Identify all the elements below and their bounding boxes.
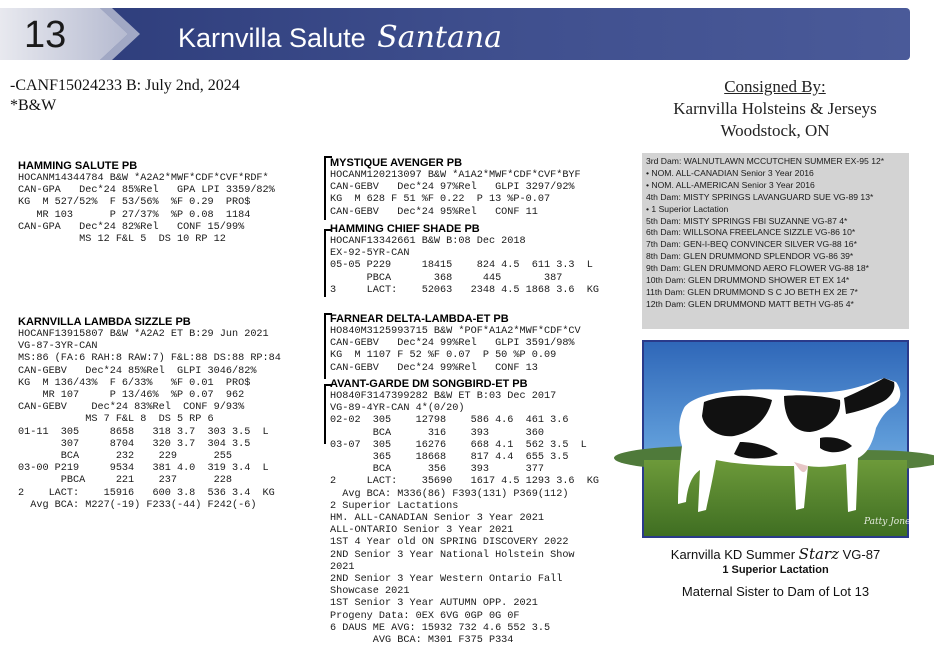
lot-number: 13 <box>24 14 67 56</box>
photo-caption-name-pre: Karnvilla KD Summer <box>670 547 796 562</box>
dam-details <box>18 329 281 512</box>
detail-line: CAN-GEBV Dec*24 85%Rel GLPI 3046/82% <box>18 365 257 377</box>
paternal-granddam-details <box>330 236 599 297</box>
detail-line: MS 12 F&L 5 DS 10 RP 12 <box>18 234 226 246</box>
detail-line: CAN-GEBV Dec*24 97%Rel GLPI 3297/92% <box>330 182 575 194</box>
paternal-granddam-block <box>330 223 599 297</box>
detail-line: 2ND Senior 3 Year National Holstein Show <box>330 549 575 561</box>
sire-block <box>18 160 275 246</box>
lot-identity <box>10 76 240 116</box>
detail-line: 05-05 P229 18415 824 4.5 611 3.3 L <box>330 260 593 272</box>
consigned-label: Consigned By: <box>724 77 826 96</box>
dam-name: KARNVILLA LAMBDA SIZZLE PB <box>18 316 191 328</box>
detail-line: ALL-ONTARIO Senior 3 Year 2021 <box>330 525 514 537</box>
maternal-granddam-details <box>330 391 599 647</box>
svg-text:Patty Jones: Patty Jones <box>864 517 915 527</box>
sire-name: HAMMING SALUTE PB <box>18 160 138 172</box>
detail-line: KG M 628 F 51 %F 0.22 P 13 %P-0.07 <box>330 194 551 206</box>
detail-line: CAN-GEBV Dec*24 99%Rel GLPI 3591/98% <box>330 338 575 350</box>
detail-line: MS 7 F&L 8 DS 5 RP 6 <box>18 414 214 426</box>
detail-line: 1ST Senior 3 Year AUTUMN OPP. 2021 <box>330 598 538 610</box>
pedigree-bracket-mid <box>324 229 326 297</box>
detail-line: Showcase 2021 <box>330 586 410 598</box>
photo-caption-lactation: 1 Superior Lactation <box>722 564 829 576</box>
detail-line: CAN-GPA Dec*24 82%Rel CONF 15/99% <box>18 221 245 233</box>
photo-caption-classification: VG-87 <box>842 547 881 562</box>
detail-line: HO840F3147399282 B&W ET B:03 Dec 2017 <box>330 391 557 402</box>
registration-line: -CANF15024233 B: July 2nd, 2024 <box>10 77 240 94</box>
detail-line: 02-02 305 12798 586 4.6 461 3.6 <box>330 415 569 427</box>
detail-line: 2 LACT: 35690 1617 4.5 1293 3.6 KG <box>330 476 599 488</box>
pedigree-bracket-mgd <box>324 384 326 444</box>
dam-lineage-line: 10th Dam: GLEN DRUMMOND SHOWER ET EX 14* <box>646 275 850 286</box>
dam-lineage-line: 11th Dam: GLEN DRUMMOND S C JO BETH EX 2E 7* <box>646 286 858 297</box>
detail-line: Avg BCA: M227(-19) F233(-44) F242(-6) <box>18 499 257 511</box>
detail-line: 2 Superior Lactations <box>330 500 459 512</box>
photo-caption-name-script: Starz <box>798 545 839 563</box>
detail-line: CAN-GPA Dec*24 85%Rel GPA LPI 3359/82% <box>18 185 275 197</box>
sire-details <box>18 173 275 246</box>
detail-line: KG M 1107 F 52 %F 0.07 P 50 %P 0.09 <box>330 350 557 362</box>
detail-line: 2 LACT: 15916 600 3.8 536 3.4 KG <box>18 487 275 499</box>
detail-line: BCA 356 393 377 <box>330 464 544 476</box>
detail-line: HOCANF13915807 B&W *A2A2 ET B:29 Jun 2021 <box>18 329 269 340</box>
dam-lineage-line: 12th Dam: GLEN DRUMMOND MATT BETH VG-85 4* <box>646 298 854 309</box>
photo-caption-relation: Maternal Sister to Dam of Lot 13 <box>681 584 870 599</box>
maternal-granddam-name: AVANT-GARDE DM SONGBIRD-ET PB <box>330 378 528 390</box>
maternal-grandsire-name: FARNEAR DELTA-LAMBDA-ET PB <box>330 313 509 325</box>
dam-block <box>18 316 281 512</box>
detail-line: VG-89-4YR-CAN 4*(0/20) <box>330 403 465 415</box>
cow-photo <box>642 340 915 538</box>
lot-title-script: Santana <box>377 20 503 55</box>
detail-line: 01-11 305 8658 318 3.7 303 3.5 L <box>18 426 269 438</box>
dam-lineage-line: 8th Dam: GLEN DRUMMOND SPLENDOR VG-86 39* <box>646 251 854 262</box>
detail-line: Avg BCA: M336(86) F393(131) P369(112) <box>330 488 569 500</box>
consignor-block <box>640 76 910 142</box>
dam-lineage-line: 9th Dam: GLEN DRUMMOND AERO FLOWER VG-88 18* <box>646 263 870 274</box>
dam-lineage-line: 3rd Dam: WALNUTLAWN MCCUTCHEN SUMMER EX-95 12* <box>646 156 885 166</box>
detail-line: 2021 <box>330 561 355 573</box>
detail-line: 03-07 305 16276 668 4.1 562 3.5 L <box>330 439 587 451</box>
detail-line: 365 18668 817 4.4 655 3.5 <box>330 452 569 464</box>
paternal-grandsire-details <box>330 170 581 219</box>
dam-lineage-line: • NOM. ALL-CANADIAN Senior 3 Year 2016 <box>646 167 814 178</box>
detail-line: CAN-GEBV Dec*24 95%Rel CONF 11 <box>330 206 538 218</box>
detail-line: HM. ALL-CANADIAN Senior 3 Year 2021 <box>330 513 544 525</box>
pedigree-bracket-mgs <box>324 313 326 379</box>
paternal-granddam-name: HAMMING CHIEF SHADE PB <box>330 223 480 235</box>
maternal-grandsire-block <box>330 313 581 375</box>
detail-line: 6 DAUS ME AVG: 15932 732 4.6 552 3.5 <box>330 622 551 634</box>
detail-line: 307 8704 320 3.7 304 3.5 <box>18 438 251 450</box>
photo-caption-name <box>642 545 909 563</box>
lot-title <box>178 20 502 55</box>
detail-line: MS:86 (FA:6 RAH:8 RAW:7) F&L:88 DS:88 RP:84 <box>18 353 281 365</box>
consignor-name: Karnvilla Holsteins & Jerseys <box>673 99 877 118</box>
detail-line: 3 LACT: 52063 2348 4.5 1868 3.6 KG <box>330 284 599 296</box>
detail-line: HOCANM120213097 B&W *A1A2*MWF*CDF*CVF*BYF <box>330 170 581 181</box>
detail-line: CAN-GEBV Dec*24 99%Rel CONF 13 <box>330 362 538 374</box>
dam-lineage-line: • 1 Superior Lactation <box>646 203 729 214</box>
maternal-grandsire-details <box>330 326 581 375</box>
detail-line: CAN-GEBV Dec*24 83%Rel CONF 9/93% <box>18 402 245 414</box>
detail-line: MR 103 P 27/37% %P 0.08 1184 <box>18 209 251 221</box>
detail-line: EX-92-5YR-CAN <box>330 248 410 260</box>
detail-line: AVG BCA: M301 F375 P334 <box>330 635 514 647</box>
detail-line: 1ST 4 Year old ON SPRING DISCOVERY 2022 <box>330 537 569 549</box>
cow-illustration <box>644 342 915 536</box>
detail-line: PBCA 368 445 387 <box>330 272 563 284</box>
detail-line: PBCA 221 237 228 <box>18 475 232 487</box>
detail-line: MR 107 P 13/46% %P 0.07 962 <box>18 390 245 402</box>
dam-lineage-line: 7th Dam: GEN-I-BEQ CONVINCER SILVER VG-88 16* <box>646 239 857 250</box>
detail-line: KG M 527/52% F 53/56% %F 0.29 PRO$ <box>18 197 251 209</box>
detail-line: BCA 232 229 255 <box>18 451 232 463</box>
dam-lineage-line: 4th Dam: MISTY SPRINGS LAVANGUARD SUE VG-89 13* <box>646 191 874 202</box>
dam-lineage-line: 6th Dam: WILLSONA FREELANCE SIZZLE VG-86 10* <box>646 227 856 238</box>
detail-line: BCA 316 393 360 <box>330 427 544 439</box>
pedigree-bracket-top <box>324 156 326 220</box>
dam-lineage-line: 5th Dam: MISTY SPRINGS FBI SUZANNE VG-87 4* <box>646 215 848 226</box>
dam-lineage-box <box>642 153 909 329</box>
detail-line: HOCANF13342661 B&W B:08 Dec 2018 <box>330 236 526 247</box>
detail-line: 2ND Senior 3 Year Western Ontario Fall <box>330 574 563 586</box>
detail-line: HOCANM14344784 B&W *A2A2*MWF*CDF*CVF*RDF* <box>18 173 269 184</box>
detail-line: VG-87-3YR-CAN <box>18 341 98 353</box>
consignor-location: Woodstock, ON <box>720 121 830 140</box>
maternal-granddam-block <box>330 378 599 647</box>
paternal-grandsire-name: MYSTIQUE AVENGER PB <box>330 157 463 169</box>
detail-line: KG M 136/43% F 6/33% %F 0.01 PRO$ <box>18 377 251 389</box>
detail-line: 03-00 P219 9534 381 4.0 319 3.4 L <box>18 463 269 475</box>
color-line: *B&W <box>10 97 57 114</box>
detail-line: Progeny Data: 0EX 6VG 0GP 0G 0F <box>330 610 520 622</box>
detail-line: HO840M3125993715 B&W *POF*A1A2*MWF*CDF*CV <box>330 326 581 337</box>
lot-title-main: Karnvilla Salute <box>178 23 366 53</box>
dam-lineage-line: • NOM. ALL-AMERICAN Senior 3 Year 2016 <box>646 179 815 190</box>
paternal-grandsire-block <box>330 157 581 219</box>
